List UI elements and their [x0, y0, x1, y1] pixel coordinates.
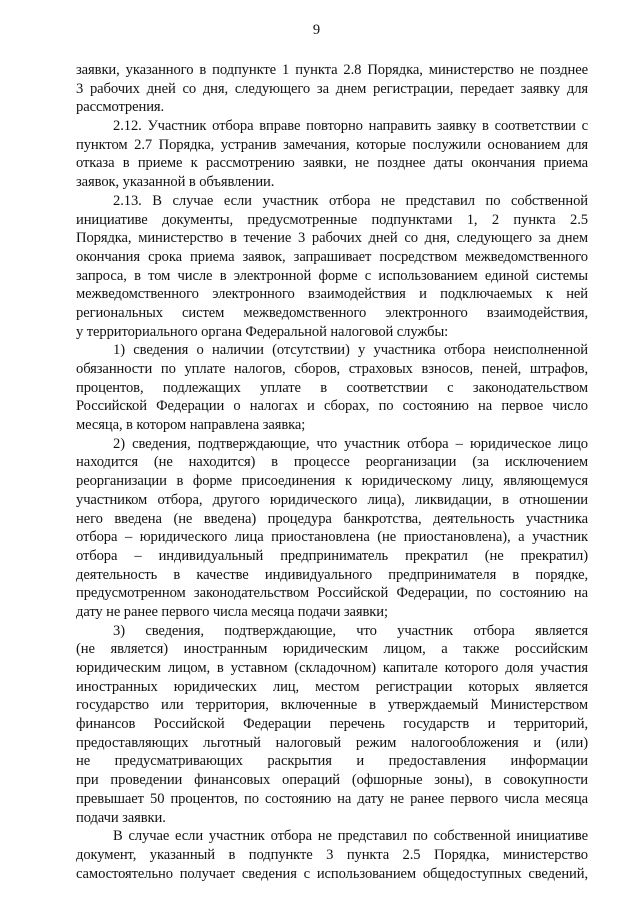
text-line: реорганизации в форме присоединения к юридическому лицу, являющемуся [76, 473, 588, 490]
text-line: отказа в приеме к рассмотрению заявки, не позднее даты окончания приема [76, 155, 588, 172]
text-line: участником отбора, другого юридического лица), ликвидации, в отношении [76, 491, 588, 508]
text-line: 3 рабочих дней со дня, следующего за днем регистрации, передает заявку для [76, 80, 588, 97]
text-line: запроса, в том числе в электронной форме с использованием единой системы [76, 267, 588, 284]
text-line: государство или территория, включенные в утверждаемый Министерством [76, 697, 588, 714]
text-line: рассмотрения. [76, 99, 165, 116]
text-line: 2.13. В случае если участник отбора не представил по собственной [113, 192, 588, 209]
text-line: 2) сведения, подтверждающие, что участник отбора – юридическое лицо [113, 435, 588, 452]
text-line: самостоятельно получает сведения с использованием общедоступных сведений, [76, 865, 588, 882]
text-line: у территориального органа Федеральной налоговой службы: [76, 323, 449, 340]
text-line: превышает 50 процентов, по состоянию на дату не ранее первого числа месяца [76, 790, 588, 807]
text-line: межведомственного электронного взаимодействия и подключаемых к ней [76, 286, 588, 303]
text-line: 2.12. Участник отбора вправе повторно направить заявку в соответствии с [113, 118, 588, 135]
text-line: дату не ранее первого числа месяца подачи заявки; [76, 603, 388, 620]
text-line: отбора – индивидуальный предприниматель прекратил (не прекратил) [76, 547, 588, 564]
text-line: иностранных юридических лиц, местом регистрации которых является [76, 678, 588, 695]
text-line: Российской Федерации о налогах и сборах, по состоянию на первое число [76, 398, 588, 415]
text-line: него введена (не введена) процедура банкротства, деятельность участника [76, 510, 588, 527]
text-line: документ, указанный в подпункте 3 пункта 2.5 Порядка, министерство [76, 846, 588, 863]
text-line: 1) сведения о наличии (отсутствии) у участника отбора неисполненной [113, 342, 588, 359]
text-line: пунктом 2.7 Порядка, устранив замечания, которые послужили основанием для [76, 136, 588, 153]
text-line: предусмотренном законодательством Российской Федерации, по состоянию на [76, 585, 588, 602]
text-line: Порядка, министерство в течение 3 рабочих дней со дня, следующего за днем [76, 230, 588, 247]
text-line: финансов Российской Федерации перечень государств и территорий, [76, 716, 588, 733]
text-line: В случае если участник отбора не представил по собственной инициативе [113, 828, 588, 845]
document-body [76, 61, 588, 883]
text-line: региональных систем межведомственного электронного взаимодействия, [76, 304, 588, 321]
text-line: инициативе документы, предусмотренные подпунктами 1, 2 пункта 2.5 [76, 211, 588, 228]
text-line: предоставляющих льготный налоговый режим налогообложения и (или) [76, 734, 588, 751]
text-line: процентов, подлежащих уплате в соответствии с законодательством [76, 379, 588, 396]
text-line: юридическим лицом, в уставном (складочном) капитале которого доля участия [76, 660, 588, 676]
text-line: при проведении финансовых операций (офшорные зоны), в совокупности [76, 772, 588, 789]
text-line: подачи заявки. [76, 809, 166, 826]
text-line: заявок, указанной в объявлении. [76, 174, 275, 191]
text-line: месяца, в котором направлена заявка; [76, 417, 306, 434]
text-line: не предусматривающих раскрытия и предоставления информации [76, 753, 588, 770]
text-line: (не является) иностранным юридическим лицом, а также российским [76, 641, 588, 658]
text-line: заявки, указанного в подпункте 1 пункта 2.8 Порядка, министерство не позднее [76, 62, 588, 78]
text-line: окончания срока приема заявок, запрашивает посредством межведомственного [76, 248, 588, 265]
text-line: обязанности по уплате налогов, сборов, страховых взносов, пеней, штрафов, [76, 361, 588, 377]
page-number: 9 [312, 22, 321, 38]
text-line: находится (не находится) в процессе реорганизации (за исключением [76, 454, 588, 471]
text-line: 3) сведения, подтверждающие, что участник отбора является [113, 622, 588, 639]
text-line: деятельность в качестве индивидуального предпринимателя в порядке, [76, 566, 588, 583]
text-line: отбора – юридического лица приостановлена (не приостановлена), а участник [76, 529, 588, 546]
